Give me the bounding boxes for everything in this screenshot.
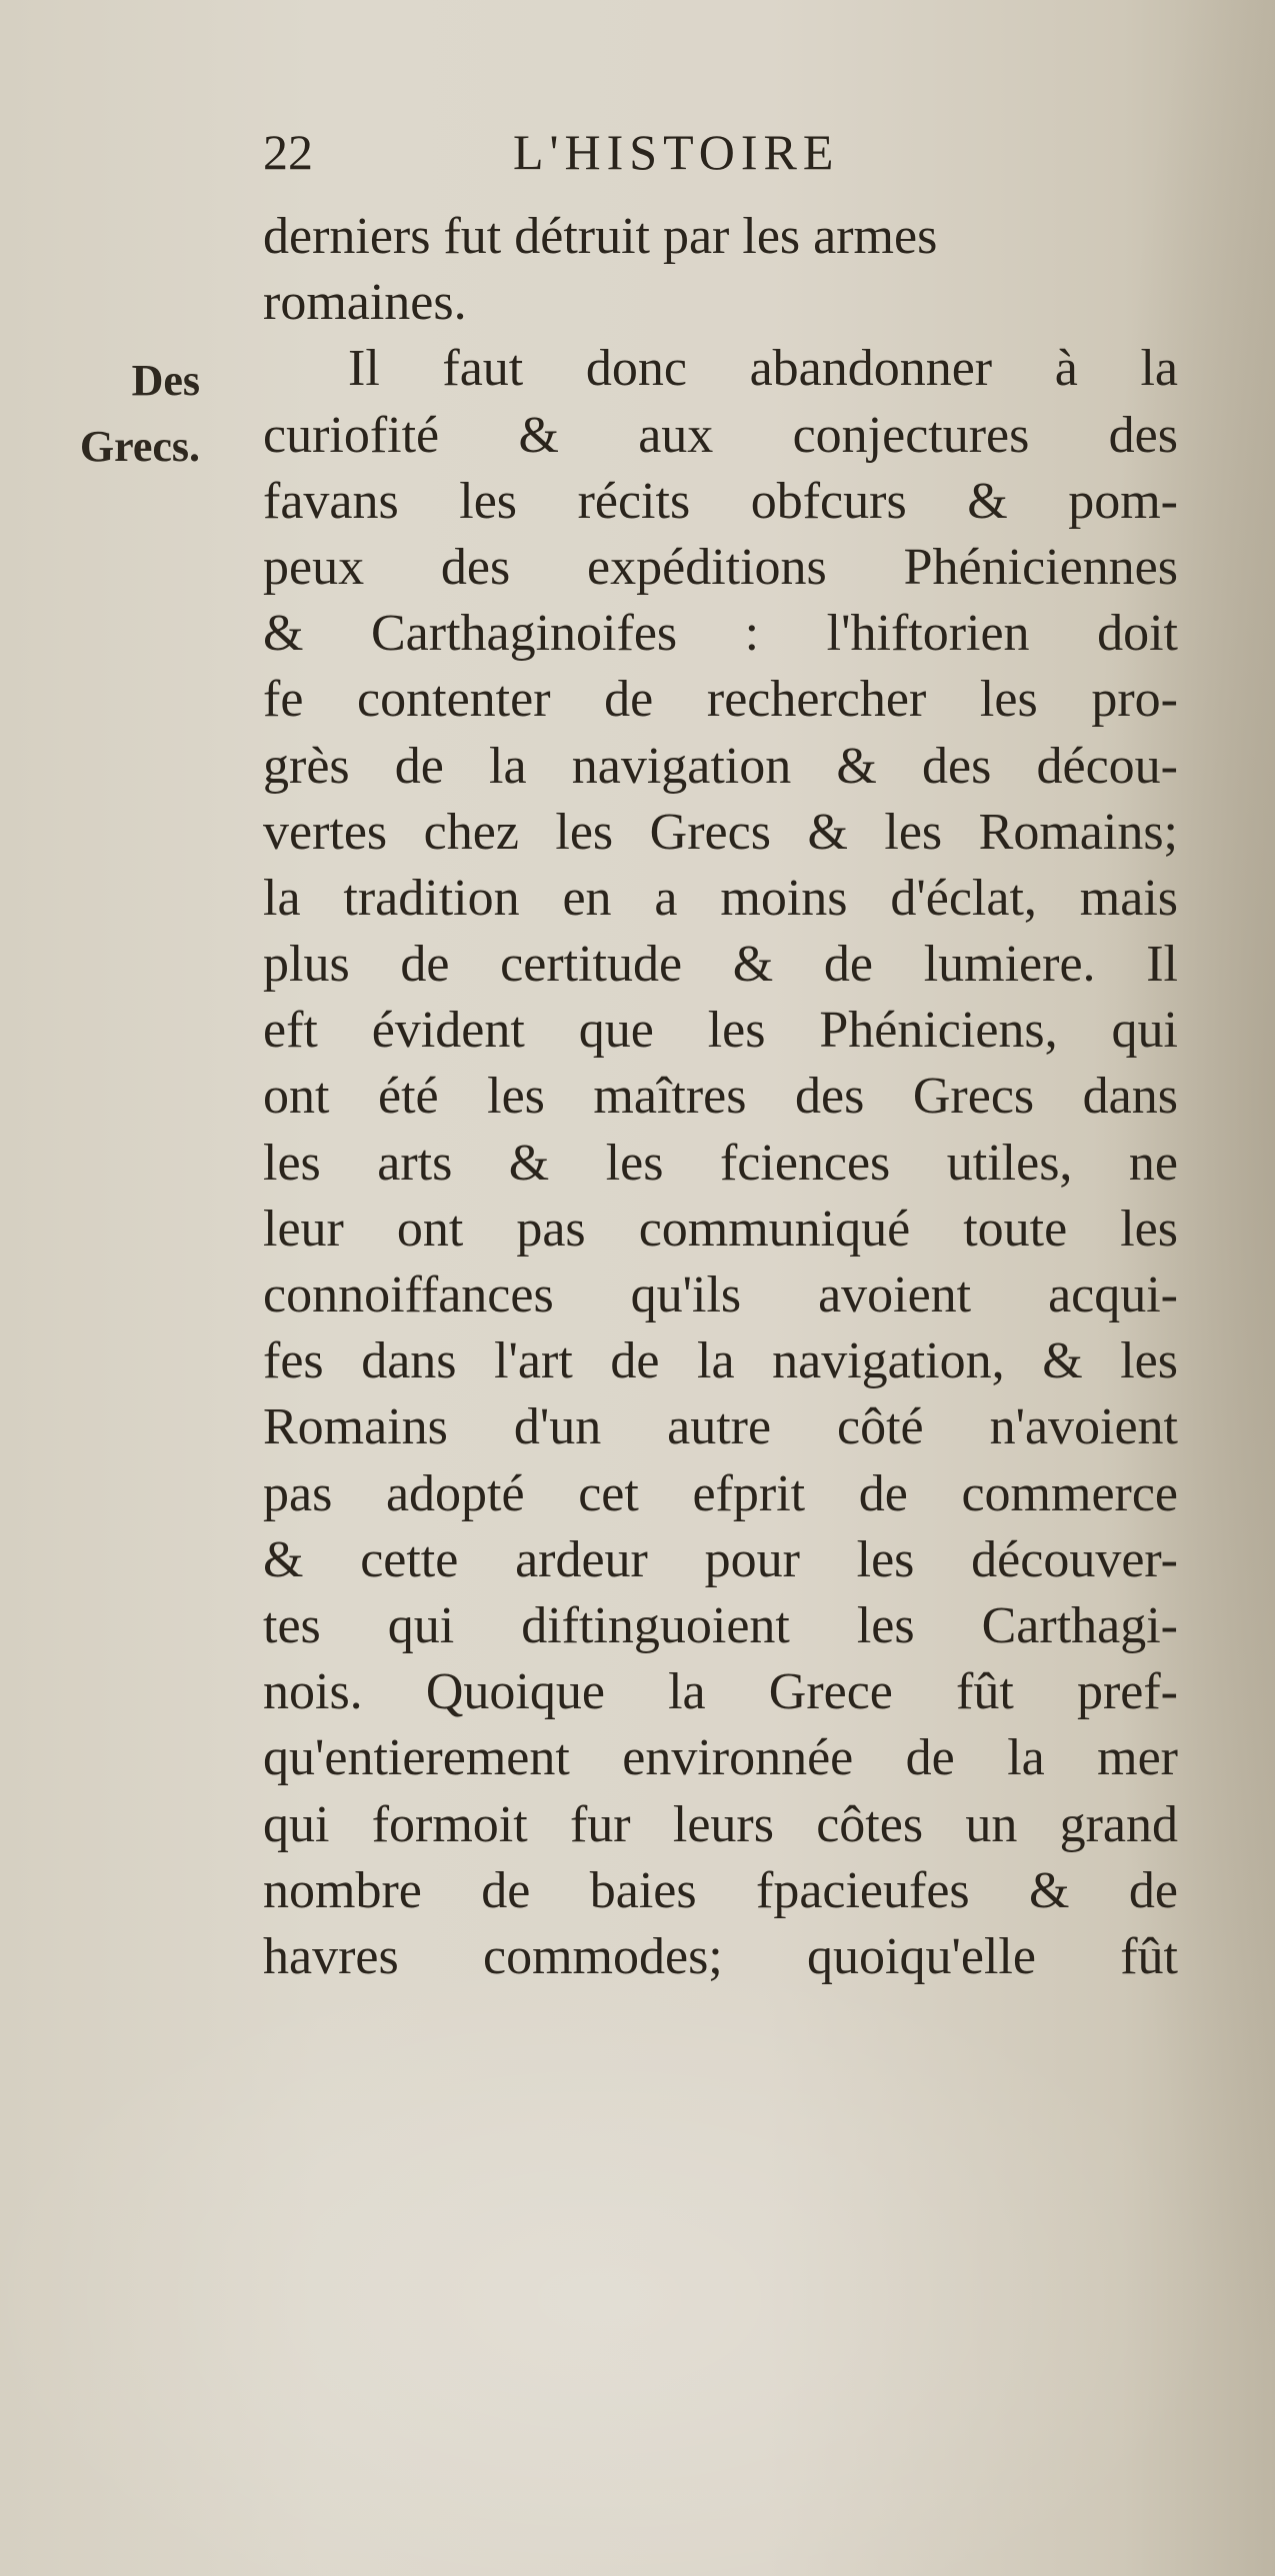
text-line: & Carthaginoifes : l'hiftorien doit xyxy=(263,605,1178,663)
text-line: la tradition en a moins d'éclat, mais xyxy=(263,869,1178,927)
text-line: qu'entierement environnée de la mer xyxy=(263,1729,1178,1787)
text-line: eft évident que les Phéniciens, qui xyxy=(263,1002,1178,1060)
page-number: 22 xyxy=(263,124,313,180)
text-line: romaines. xyxy=(263,274,467,332)
text-line: & cette ardeur pour les découver- xyxy=(263,1530,1178,1588)
marginal-note-line: Grecs. xyxy=(79,422,200,471)
text-line: fe contenter de rechercher les pro- xyxy=(263,671,1178,729)
text-line: leur ont pas communiqué toute les xyxy=(263,1200,1178,1258)
text-line: pas adopté cet efprit de commerce xyxy=(263,1464,1178,1522)
text-line: les arts & les fciences utiles, ne xyxy=(263,1134,1178,1192)
text-line: nombre de baies fpacieufes & de xyxy=(263,1861,1178,1919)
marginal-note-line: Des xyxy=(131,356,200,405)
page-header xyxy=(263,122,923,182)
text-line: peux des expéditions Phéniciennes xyxy=(263,538,1178,596)
text-line: curiofité & aux conjectures des xyxy=(263,406,1178,464)
text-line: derniers fut détruit par les armes xyxy=(263,208,938,265)
text-line: havres commodes; quoiqu'elle fût xyxy=(263,1927,1178,1985)
text-line: qui formoit fur leurs côtes un grand xyxy=(263,1795,1178,1853)
text-line: fes dans l'art de la navigation, & les xyxy=(263,1332,1178,1390)
text-line: ont été les maîtres des Grecs dans xyxy=(263,1068,1178,1126)
text-line: connoiffances qu'ils avoient acqui- xyxy=(263,1267,1178,1323)
running-title: L'HISTOIRE xyxy=(513,124,840,180)
text-line: tes qui diftinguoient les Carthagi- xyxy=(263,1596,1178,1654)
text-line: grès de la navigation & des décou- xyxy=(263,737,1178,795)
text-line: plus de certitude & de lumiere. Il xyxy=(263,936,1178,994)
text-line: favans les récits obfcurs & pom- xyxy=(263,472,1178,530)
text-line: Il faut donc abandonner à la xyxy=(348,340,1178,398)
text-line: nois. Quoique la Grece fût pref- xyxy=(263,1663,1178,1721)
body-text xyxy=(263,204,1178,1990)
text-line: Romains d'un autre côté n'avoient xyxy=(263,1398,1178,1456)
marginal-note xyxy=(50,348,200,480)
text-line: vertes chez les Grecs & les Romains; xyxy=(263,803,1178,861)
